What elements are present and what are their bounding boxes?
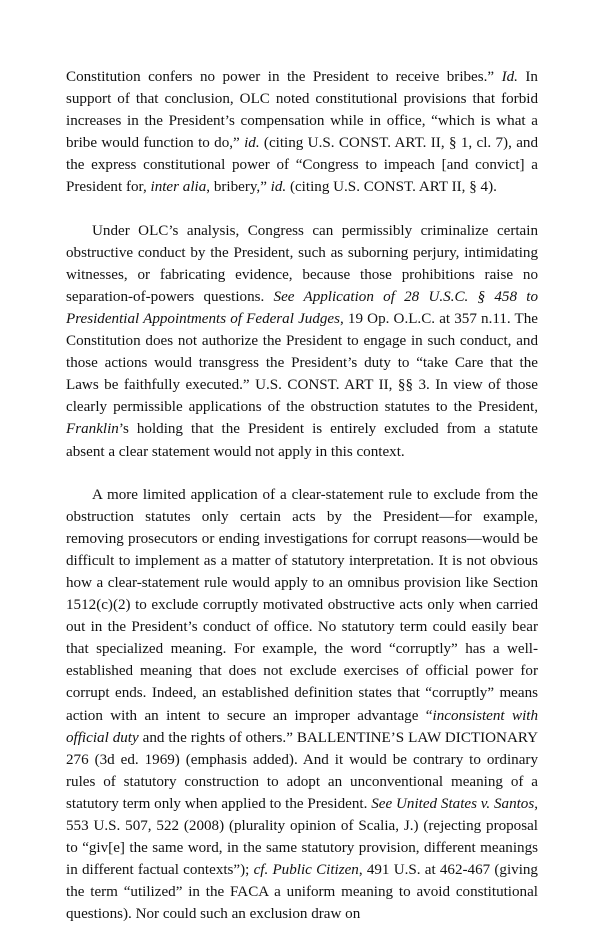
text-run-roman-4: , 553 U.S. 507, 522 (2008) (plurality opinion of Scalia, J.) (rejecting proposal to “giv[e] the same word, in the same statutory provision, different meanings in different factual contexts”); [66,795,539,879]
text-run-roman-2: , 19 Op. O.L.C. at 357 n.11. The Constitution does not authorize the President to engage in such conduct, and those actions would transgress the President’s duty to “take Care that the Laws be faithfully executed.” U.S. CONST. ART II, §§ 3. In view of those clearly permissible applications of the obstruction statutes to the President, [66,310,538,416]
document-body [66,66,538,925]
text-run-roman-0: Under OLC’s analysis, Congress can permissibly criminalize certain obstructive conduct by the President, such as suborning perjury, intimidating witnesses, or fabricating evidence, because those prohibitions raise no separation-of-powers questions. [66,222,538,305]
text-run-roman-4: (citing U.S. CONST. ART. II, § 1, cl. 7), and the express constitutional power of “Congress to impeach [and convict] a President for, [66,135,538,196]
text-run-roman-6: , bribery,” [206,179,271,196]
text-run-roman-2: and the rights of others.” BALLENTINE’S LAW DICTIONARY 276 (3d ed. 1969) (emphasis added). And it would be contrary to ordinary rules of statutory construction to adopt an unconventional meaning of a statutory term only when applied to the President. [66,729,538,812]
text-run-italic-3: See United States v. Santos [371,795,535,812]
text-run-roman-2: In support of that conclusion, OLC noted constitutional provisions that forbid increases in the President’s compensation while in office, “which is what a bribe would function to do,” [66,69,538,152]
text-run-italic-3: id. [244,135,260,152]
text-run-italic-1: Id. [501,69,518,85]
text-run-roman-0: Constitution confers no power in the President to receive bribes.” [66,69,502,85]
text-run-italic-3: Franklin [66,421,119,438]
text-run-roman-8: (citing U.S. CONST. ART II, § 4). [286,179,497,196]
text-run-roman-6: , 491 U.S. at 462-467 (giving the term “utilized” in the FACA a uniform meaning to avoid constitutional questions). Nor could such an exclusion draw on [66,862,538,923]
paragraph-3 [66,484,538,925]
paragraph-2 [66,220,538,463]
text-run-roman-0: A more limited application of a clear-statement rule to exclude from the obstruction statutes only certain acts by the President—for example, removing prosecutors or ending investigations for corrupt reasons—would be difficult to implement as a matter of statutory interpretation. It is not obvious how a clear-statement rule would apply to an omnibus provision like Section 1512(c)(2) to exclude corruptly motivated obstructive acts only when carried out in the President’s conduct of office. No statutory term could easily bear that specialized meaning. For example, the word “corruptly” has a well-established meaning that does not exclude exercises of official power for corrupt ends. Indeed, an established definition states that “corruptly” means action with an intent to secure an improper advantage “ [66,486,538,724]
text-run-italic-5: inter alia [150,179,207,196]
text-run-italic-1: inconsistent with official duty [66,707,539,746]
text-run-italic-5: cf. Public Citizen [253,862,359,879]
text-run-roman-4: ’s holding that the President is entirely excluded from a statute absent a clear statement would not apply in this context. [66,421,538,460]
text-run-italic-7: id. [270,179,287,196]
paragraph-1 [66,66,538,199]
text-run-italic-1: See Application of 28 U.S.C. § 458 to Presidential Appointments of Federal Judges [66,288,538,327]
